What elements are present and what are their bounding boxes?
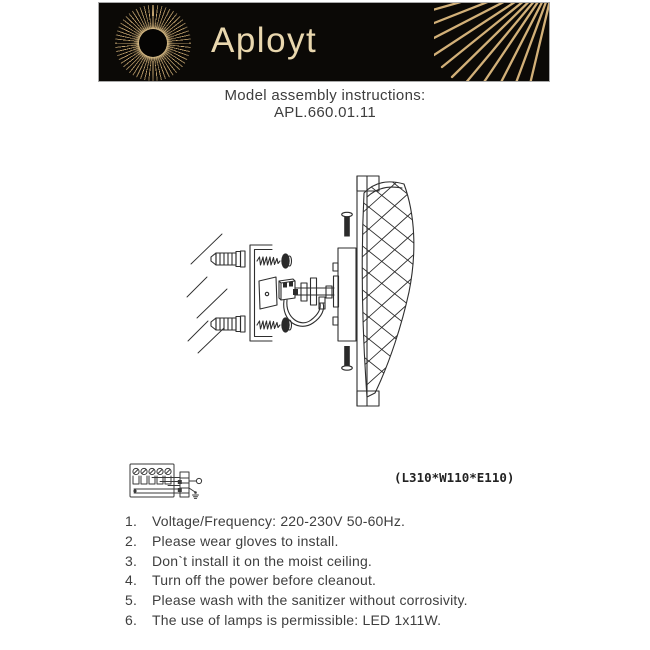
dimensions-label: (L310*W110*E110) [394, 470, 515, 485]
instruction-number: 3. [125, 552, 138, 569]
instruction-item [125, 611, 468, 631]
model-number: APL.660.01.11 [273, 104, 377, 121]
ray-fan-icon [434, 3, 549, 82]
instruction-number: 6. [125, 611, 138, 628]
instruction-text: Please wear gloves to install. [152, 532, 339, 549]
mounting-strip [357, 176, 379, 406]
brand-banner [98, 2, 550, 82]
instruction-text: Voltage/Frequency: 220-230V 50-60Hz. [152, 513, 406, 529]
sunburst-logo-icon [115, 5, 191, 81]
wall-plate [259, 277, 277, 309]
instruction-text: The use of lamps is permissible: LED 1x11W. [152, 611, 442, 628]
instruction-number: 4. [125, 572, 138, 589]
instruction-item [125, 591, 468, 611]
instruction-item [125, 512, 468, 532]
lamp-backbox [333, 248, 356, 341]
connector-block [279, 279, 298, 300]
wall-hatching [187, 234, 227, 353]
instruction-text: Please wash with the sanitizer without corrosivity. [152, 592, 468, 609]
instruction-text: Don`t install it on the moist ceiling. [152, 552, 373, 569]
instruction-text: Turn off the power before cleanout. [152, 572, 377, 589]
instructions-list [125, 512, 468, 631]
instruction-number: 5. [125, 592, 138, 609]
screw-bottom [257, 317, 292, 332]
wall-anchor-bottom [211, 316, 245, 332]
wiring-diagram [122, 456, 210, 502]
bolt-top [342, 212, 353, 236]
screw-top [257, 253, 292, 268]
sunburst-core [139, 29, 167, 57]
ground-symbol [189, 488, 199, 498]
page-title: Model assembly instructions: [224, 87, 426, 104]
bolt-bottom [342, 346, 353, 370]
instruction-item [125, 571, 468, 591]
brand-name: Aployt [211, 21, 318, 60]
neutral-lead [189, 478, 202, 483]
instruction-item [125, 532, 468, 552]
stem-assembly [295, 276, 339, 307]
wall-anchor-top [211, 251, 245, 267]
assembly-diagram [180, 160, 425, 415]
instruction-number: 1. [125, 513, 138, 529]
instruction-item [125, 552, 468, 572]
diffuser-shade [340, 160, 425, 415]
instruction-number: 2. [125, 532, 138, 549]
